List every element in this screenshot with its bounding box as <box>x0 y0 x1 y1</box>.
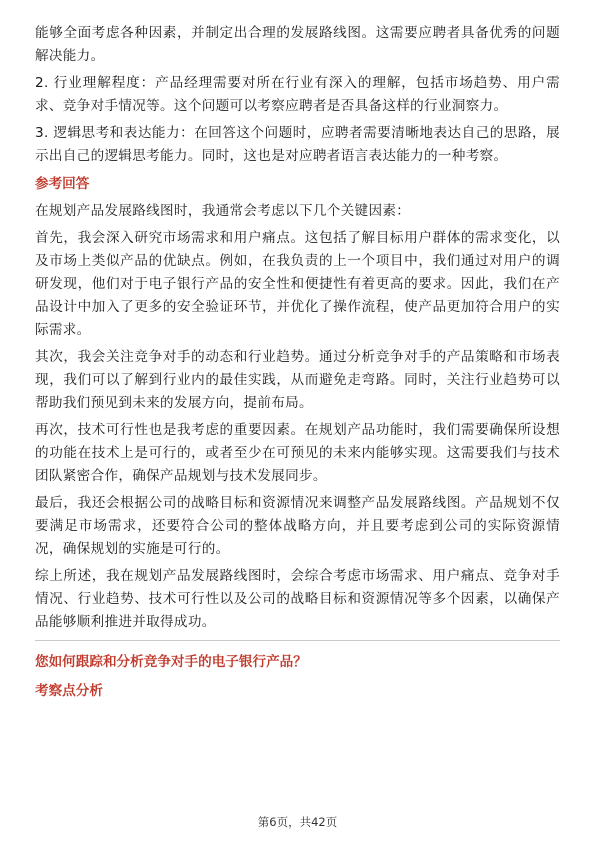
section-divider <box>35 640 560 641</box>
page-footer: 第6页，共42页 <box>257 815 338 829</box>
analysis-heading: 考察点分析 <box>35 683 103 699</box>
answer-paragraph: 首先，我会深入研究市场需求和用户痛点。这包括了解目标用户群体的需求变化，以及市场上类似产品的优缺点。例如，在我负责的上一个项目中，我们通过对用户的调研发现，他们对于电子银行产品的安全性和便捷性有着更高的要求。因此，我们在产品设计中加入了更多的安全验证环节，并优化了操作流程，使产品更加符合用户的实际需求。 <box>35 230 560 338</box>
answer-paragraph: 再次，技术可行性也是我考虑的重要因素。在规划产品功能时，我们需要确保所设想的功能在技术上是可行的，或者至少在可预见的未来内能够实现。这需要我们与技术团队紧密合作，确保产品规划与技术发展同步。 <box>35 422 560 484</box>
point-industry-understanding: 2. 行业理解程度：产品经理需要对所在行业有深入的理解，包括市场趋势、用户需求、竞争对手情况等。这个问题可以考察应聘者是否具备这样的行业洞察力。 <box>35 75 560 114</box>
intro-paragraph: 能够全面考虑各种因素，并制定出合理的发展路线图。这需要应聘者具备优秀的问题解决能力。 <box>35 25 560 64</box>
answer-paragraph: 其次，我会关注竞争对手的动态和行业趋势。通过分析竞争对手的产品策略和市场表现，我们可以了解到行业内的最佳实践，从而避免走弯路。同时，关注行业趋势可以帮助我们预见到未来的发展方向，提前布局。 <box>35 349 560 411</box>
answer-paragraph: 最后，我还会根据公司的战略目标和资源情况来调整产品发展路线图。产品规划不仅要满足市场需求，还要符合公司的整体战略方向，并且要考虑到公司的实际资源情况，确保规划的实施是可行的。 <box>35 495 560 557</box>
page-content <box>35 22 560 709</box>
point-logic-expression: 3. 逻辑思考和表达能力：在回答这个问题时，应聘者需要清晰地表达自己的思路，展示出自己的逻辑思考能力。同时，这也是对应聘者语言表达能力的一种考察。 <box>35 125 560 164</box>
answer-paragraph: 综上所述，我在规划产品发展路线图时，会综合考虑市场需求、用户痛点、竞争对手情况、行业趋势、技术可行性以及公司的战略目标和资源情况等多个因素，以确保产品能够顺利推进并取得成功。 <box>35 568 560 630</box>
reference-answer-heading: 参考回答 <box>35 176 90 192</box>
answer-paragraph: 在规划产品发展路线图时，我通常会考虑以下几个关键因素： <box>35 203 411 219</box>
next-question-title: 您如何跟踪和分析竞争对手的电子银行产品？ <box>35 654 307 670</box>
